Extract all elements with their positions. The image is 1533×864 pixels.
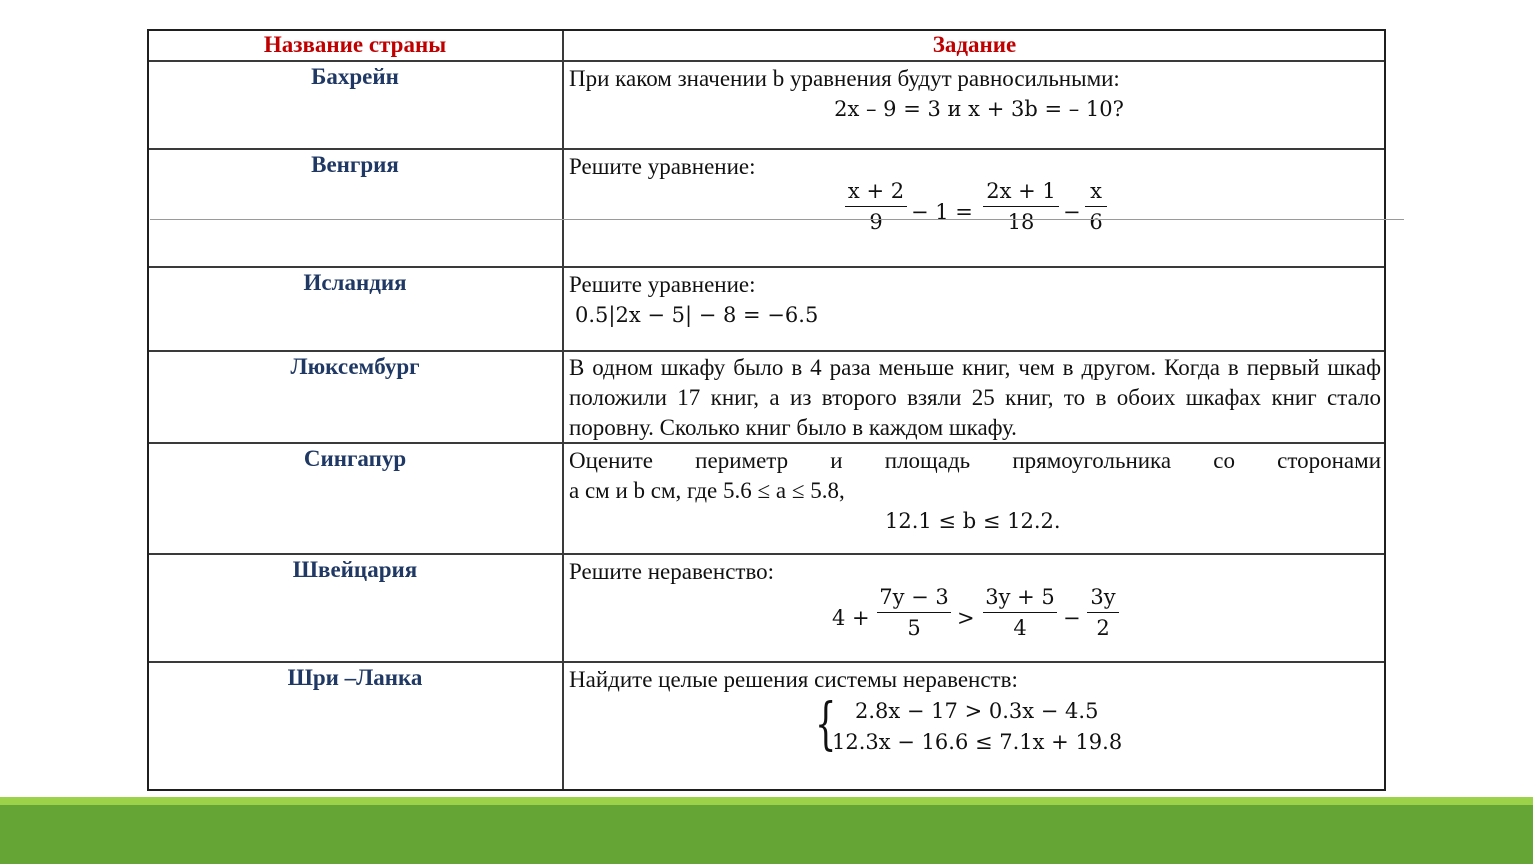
fraction xyxy=(983,585,1057,640)
numerator: 3y xyxy=(1090,585,1116,609)
denominator: 6 xyxy=(1089,210,1103,234)
country-hungary: Венгрия xyxy=(311,152,399,177)
country-sri-lanka: Шри –Ланка xyxy=(287,665,423,690)
country-singapore: Сингапур xyxy=(303,446,407,471)
row-divider xyxy=(149,148,1384,150)
numerator: 7y − 3 xyxy=(879,585,949,609)
row-divider xyxy=(149,60,1384,62)
country-luxembourg: Люксембург xyxy=(290,354,420,379)
system-brace: { xyxy=(815,692,837,757)
fraction xyxy=(1087,585,1119,640)
fraction-bar xyxy=(845,206,907,207)
operator: 4 + xyxy=(832,606,870,630)
task-singapore-line1-text: Оцените периметр и площадь прямоугольника со сторонами xyxy=(569,448,1381,473)
task-singapore-line2: a см и b см, где 5.6 ≤ a ≤ 5.8, xyxy=(569,478,845,503)
operator: − xyxy=(1063,606,1081,630)
fraction-bar xyxy=(877,612,951,613)
task-switzerland-text: Решите неравенство: xyxy=(569,559,775,584)
country-switzerland: Швейцария xyxy=(292,557,418,582)
fraction-bar xyxy=(1085,206,1107,207)
row-divider xyxy=(149,266,1384,268)
footer-band-light xyxy=(0,797,1533,805)
fraction-bar xyxy=(983,206,1059,207)
inequality-1: 2.8x − 17 > 0.3x − 4.5 xyxy=(855,699,1099,723)
denominator: 9 xyxy=(869,210,883,234)
fraction xyxy=(877,585,951,640)
country-iceland: Исландия xyxy=(303,270,407,295)
fraction xyxy=(1085,179,1107,234)
row-divider xyxy=(149,350,1384,352)
country-bahrain: Бахрейн xyxy=(311,64,399,89)
task-hungary-text: Решите уравнение: xyxy=(569,154,756,179)
fraction-bar xyxy=(983,612,1057,613)
denominator: 4 xyxy=(1013,616,1027,640)
task-table xyxy=(147,29,1386,791)
fraction xyxy=(983,179,1059,234)
fraction xyxy=(845,179,907,234)
numerator: x xyxy=(1090,179,1102,203)
task-singapore-line1 xyxy=(569,446,1381,476)
task-singapore-line3: 12.1 ≤ b ≤ 12.2. xyxy=(885,509,1061,533)
task-iceland-equation: 0.5|2x − 5| − 8 = −6.5 xyxy=(575,303,819,327)
task-bahrain-equation: 2x – 9 = 3 и x + 3b = – 10? xyxy=(834,97,1124,121)
numerator: 2x + 1 xyxy=(986,179,1056,203)
denominator: 18 xyxy=(1007,210,1035,234)
denominator: 5 xyxy=(907,616,921,640)
numerator: 3y + 5 xyxy=(985,585,1055,609)
task-bahrain-text: При каком значении b уравнения будут равносильными: xyxy=(569,66,1120,91)
stray-line xyxy=(150,219,1404,220)
header-country: Название страны xyxy=(263,32,447,57)
fraction-bar xyxy=(1087,612,1119,613)
task-iceland-text: Решите уравнение: xyxy=(569,272,756,297)
header-task: Задание xyxy=(932,32,1017,57)
task-luxembourg-text: В одном шкафу было в 4 раза меньше книг, чем в другом. Когда в первый шкаф положили 17 книг, а из второго взяли 25 книг, то в обоих шкафах книг стало поровну. Сколько книг было в каждом шкафу. xyxy=(569,355,1381,440)
operator: > xyxy=(957,606,975,630)
operator: − 1 = xyxy=(911,200,973,224)
operator: − xyxy=(1063,200,1081,224)
column-divider xyxy=(562,31,564,789)
task-sri-lanka-text: Найдите целые решения системы неравенств: xyxy=(569,667,1018,692)
denominator: 2 xyxy=(1096,616,1110,640)
numerator: x + 2 xyxy=(847,179,905,203)
row-divider xyxy=(149,553,1384,555)
row-divider xyxy=(149,661,1384,663)
inequality-2: 12.3x − 16.6 ≤ 7.1x + 19.8 xyxy=(832,730,1123,754)
footer-band-dark xyxy=(0,805,1533,864)
